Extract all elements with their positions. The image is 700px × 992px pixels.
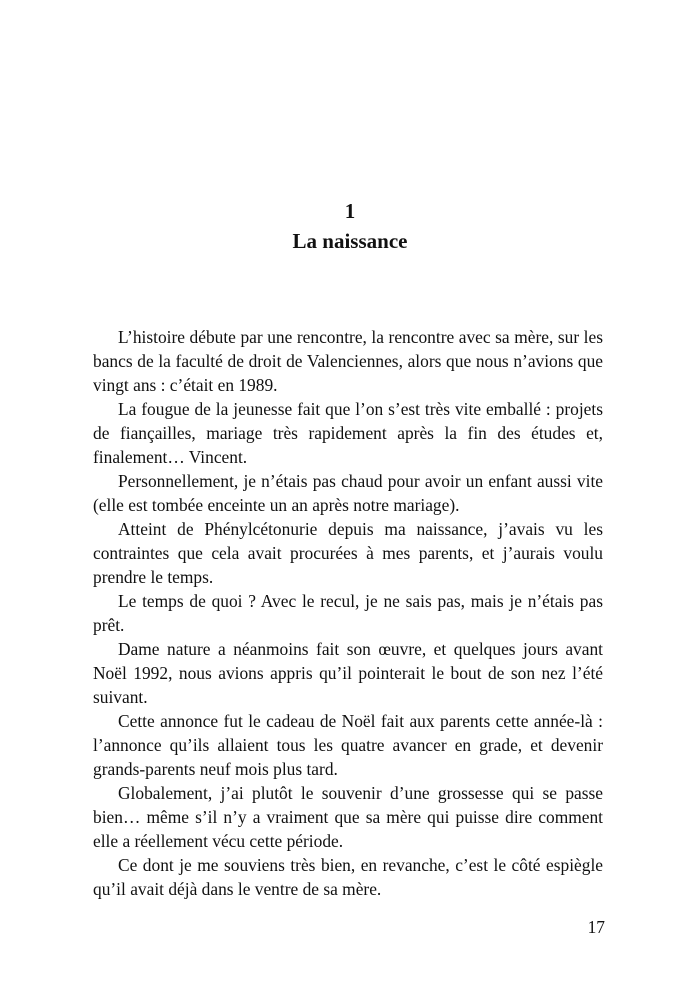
chapter-title: La naissance — [292, 229, 408, 253]
chapter-body — [93, 325, 603, 901]
paragraph: Atteint de Phénylcétonurie depuis ma naissance, j’avais vu les contraintes que cela avait procurées à mes parents, et j’aurais voulu prendre le temps. — [93, 519, 603, 587]
paragraph: L’histoire débute par une rencontre, la rencontre avec sa mère, sur les bancs de la faculté de droit de Valenciennes, alors que nous n’avions que vingt ans : c’était en 1989. — [93, 327, 603, 395]
paragraph: Le temps de quoi ? Avec le recul, je ne sais pas, mais je n’étais pas prêt. — [93, 591, 603, 635]
paragraph: Dame nature a néanmoins fait son œuvre, et quelques jours avant Noël 1992, nous avions appris qu’il pointerait le bout de son nez l’été suivant. — [93, 639, 603, 707]
paragraph: Cette annonce fut le cadeau de Noël fait aux parents cette année-là : l’annonce qu’ils allaient tous les quatre avancer en grade, et devenir grands-parents neuf mois plus tard. — [93, 711, 603, 779]
page-number: 17 — [587, 917, 605, 937]
paragraph: Ce dont je me souviens très bien, en revanche, c’est le côté espiègle qu’il avait déjà dans le ventre de sa mère. — [93, 855, 603, 899]
chapter-number: 1 — [344, 199, 356, 223]
paragraph: Personnellement, je n’étais pas chaud pour avoir un enfant aussi vite (elle est tombée enceinte un an après notre mariage). — [93, 471, 603, 515]
paragraph: Globalement, j’ai plutôt le souvenir d’une grossesse qui se passe bien… même s’il n’y a vraiment que sa mère qui puisse dire comment elle a réellement vécu cette période. — [93, 783, 603, 851]
paragraph: La fougue de la jeunesse fait que l’on s’est très vite emballé : projets de fiançailles, mariage très rapidement après la fin des études et, finalement… Vincent. — [93, 399, 603, 467]
